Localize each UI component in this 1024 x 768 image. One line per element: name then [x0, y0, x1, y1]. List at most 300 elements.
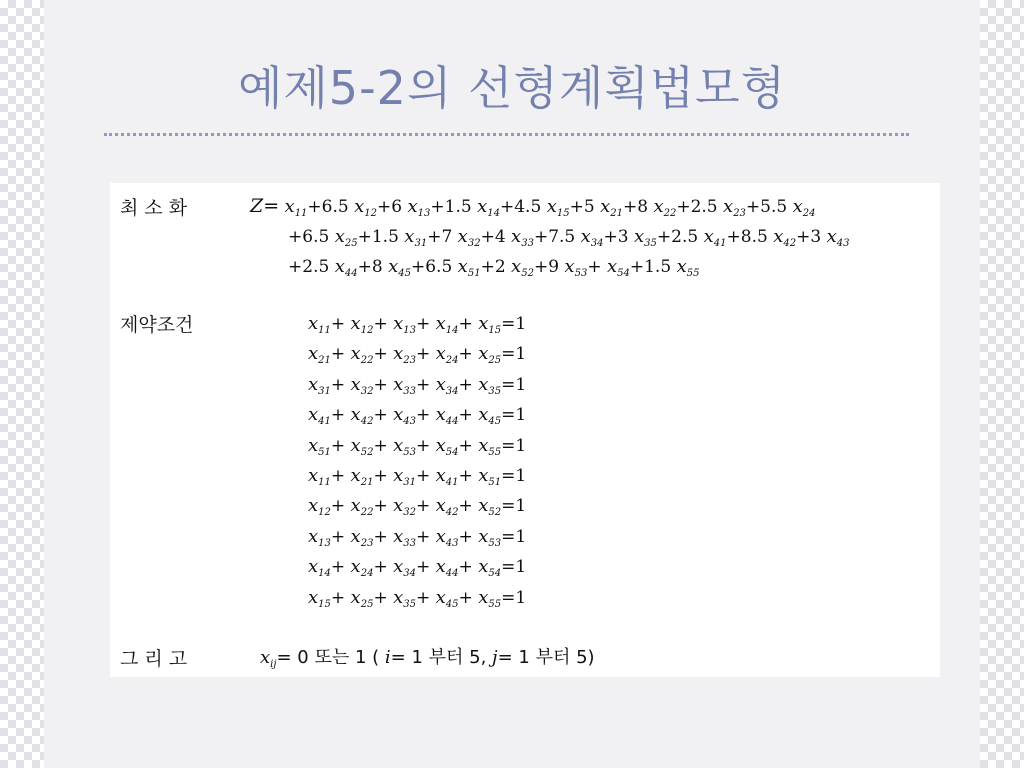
- plus-sign: +: [458, 526, 479, 547]
- plus-sign: +: [458, 374, 479, 395]
- plus-sign: +: [726, 227, 741, 247]
- variable-x25: $x_{25}$: [478, 343, 502, 367]
- constraint-rhs: 1: [515, 496, 527, 517]
- variable-x43: $x_{43}$: [826, 226, 850, 249]
- variable-x32: $x_{32}$: [393, 495, 416, 519]
- variable-x55: $x_{55}$: [676, 256, 700, 279]
- constraint-rhs: 1: [515, 587, 527, 608]
- objective-terms: [285, 197, 816, 217]
- plus-sign: +: [458, 496, 479, 517]
- variable-x33: $x_{33}$: [393, 373, 416, 397]
- equals-sign: =: [501, 314, 516, 334]
- plus-sign: +: [330, 374, 351, 395]
- variable-subscript: 54: [445, 446, 459, 458]
- variable-x53: $x_{53}$: [393, 434, 416, 458]
- constraint-rhs: 1: [515, 465, 527, 486]
- coefficient: 8.5: [740, 227, 768, 247]
- equals-sign: =: [501, 496, 516, 517]
- index-i: i: [384, 647, 391, 668]
- plus-sign: +: [415, 405, 436, 426]
- term-space: [541, 197, 546, 217]
- coefficient: 1.5: [644, 257, 672, 277]
- variable-x12: $x_{12}$: [354, 196, 378, 219]
- equals-sign: =: [501, 374, 516, 395]
- plus-sign: +: [458, 405, 479, 426]
- term-space: [698, 227, 703, 247]
- plus-sign: +: [415, 587, 436, 608]
- term-space: [329, 227, 334, 247]
- variable-x33: $x_{33}$: [393, 525, 416, 549]
- variable-subscript: 24: [360, 568, 374, 580]
- variable-subscript: 52: [521, 268, 534, 279]
- variable-x21: $x_{21}$: [308, 343, 331, 367]
- variable-subscript: 13: [318, 537, 331, 549]
- minimize-label: 최 소 화: [120, 197, 188, 219]
- plus-sign: +: [373, 405, 394, 426]
- variable-x13: $x_{13}$: [393, 313, 416, 336]
- variable-subscript: 45: [445, 598, 459, 610]
- z-symbol: Z=: [250, 195, 280, 217]
- i-range-text: = 1 부터 5,: [390, 647, 487, 668]
- plus-sign: +: [415, 314, 436, 334]
- variable-subscript: 21: [360, 476, 374, 488]
- variable-x51: $x_{51}$: [308, 434, 331, 458]
- variable-subscript: 44: [445, 416, 459, 428]
- coefficient: 2: [494, 257, 506, 277]
- variable-x32: $x_{32}$: [457, 226, 481, 249]
- variable-subscript: 13: [417, 208, 431, 219]
- plus-sign: +: [373, 374, 394, 395]
- variable-subscript: 44: [445, 568, 459, 580]
- plus-sign: +: [458, 557, 479, 578]
- variable-x42: $x_{42}$: [773, 226, 797, 249]
- term-space: [452, 227, 457, 247]
- variable-subscript: 12: [364, 208, 378, 219]
- variable-x24: $x_{24}$: [435, 343, 459, 367]
- plus-sign: +: [377, 197, 392, 217]
- variable-x25: $x_{25}$: [350, 586, 374, 610]
- variable-x45: $x_{45}$: [435, 586, 459, 610]
- plus-sign: +: [330, 496, 351, 517]
- variable-x43: $x_{43}$: [393, 404, 416, 428]
- plus-sign: +: [415, 374, 436, 395]
- plus-sign: +: [415, 435, 436, 456]
- variable-x11: $x_{11}$: [284, 196, 308, 219]
- variable-subscript: 21: [610, 208, 623, 219]
- plus-sign: +: [745, 197, 761, 217]
- variable-subscript: 35: [403, 598, 416, 610]
- x-ij-subscript: ij: [270, 659, 277, 670]
- coefficient: 1.5: [444, 197, 472, 217]
- coefficient: 8: [637, 197, 649, 217]
- plus-sign: +: [480, 227, 495, 247]
- plus-sign: +: [330, 405, 351, 426]
- plus-sign: +: [603, 227, 618, 247]
- variable-x44: $x_{44}$: [334, 256, 358, 279]
- plus-sign: +: [676, 197, 691, 217]
- variable-subscript: 42: [360, 416, 374, 428]
- variable-subscript: 53: [403, 446, 416, 458]
- plus-sign: +: [373, 526, 394, 547]
- variable-subscript: 55: [686, 268, 700, 279]
- variable-x14: $x_{14}$: [477, 196, 500, 219]
- plus-sign: +: [330, 526, 351, 547]
- coefficient: 5.5: [760, 197, 788, 217]
- variable-subscript: 41: [445, 476, 459, 488]
- variable-subscript: 34: [403, 568, 416, 580]
- variable-x41: $x_{41}$: [703, 226, 727, 249]
- variable-x15: $x_{15}$: [308, 586, 331, 610]
- variable-x22: $x_{22}$: [653, 196, 677, 219]
- variable-x45: $x_{45}$: [478, 404, 502, 428]
- variable-x12: $x_{12}$: [350, 313, 374, 336]
- binary-values-text: = 0 또는 1 (: [276, 647, 380, 668]
- constraint-row: [308, 403, 526, 433]
- equals-sign: =: [501, 526, 516, 547]
- variable-subscript: 25: [360, 598, 374, 610]
- coefficient: 1.5: [371, 227, 399, 247]
- plus-sign: +: [373, 587, 394, 608]
- plus-sign: +: [458, 435, 479, 456]
- constraint-rhs: 1: [515, 435, 527, 456]
- constraint-rhs: 1: [515, 314, 527, 334]
- variable-x23: $x_{23}$: [723, 196, 746, 219]
- constraint-rhs: 1: [515, 526, 527, 547]
- plus-sign: +: [373, 435, 394, 456]
- slide-title: 예제5-2의 선형계획법모형: [237, 61, 787, 115]
- variable-x31: $x_{31}$: [393, 464, 416, 488]
- plus-sign: +: [458, 344, 479, 365]
- variable-x25: $x_{25}$: [334, 226, 358, 249]
- variable-subscript: 11: [318, 325, 331, 336]
- variable-subscript: 44: [344, 268, 358, 279]
- variable-subscript: 32: [467, 238, 481, 249]
- equals-sign: =: [501, 587, 516, 608]
- coefficient: 6: [391, 197, 403, 217]
- constraint-row: [308, 494, 526, 524]
- variable-x54: $x_{54}$: [435, 434, 459, 458]
- plus-sign: +: [288, 227, 303, 247]
- variable-x44: $x_{44}$: [435, 404, 459, 428]
- plus-sign: +: [656, 227, 672, 247]
- plus-sign: +: [373, 496, 394, 517]
- variable-subscript: 55: [488, 598, 502, 610]
- variable-x35: $x_{35}$: [393, 586, 416, 610]
- plus-sign: +: [569, 197, 584, 217]
- variable-x24: $x_{24}$: [792, 196, 816, 219]
- variable-subscript: 33: [403, 385, 416, 397]
- variable-x34: $x_{34}$: [393, 556, 416, 580]
- plus-sign: +: [533, 257, 549, 277]
- variable-subscript: 12: [360, 325, 374, 336]
- variable-x52: $x_{52}$: [478, 495, 502, 519]
- variable-subscript: 22: [360, 507, 374, 519]
- plus-sign: +: [415, 344, 436, 365]
- variable-subscript: 43: [403, 416, 416, 428]
- j-range-text: = 1 부터 5): [497, 647, 595, 668]
- variable-x35: $x_{35}$: [478, 373, 502, 397]
- variable-subscript: 11: [318, 476, 331, 488]
- constraint-list: [308, 312, 526, 616]
- coefficient: 4.5: [514, 197, 542, 217]
- plus-sign: +: [330, 557, 351, 578]
- objective-terms: [288, 227, 849, 247]
- variable-subscript: 32: [403, 507, 416, 519]
- variable-subscript: 33: [403, 537, 416, 549]
- constraints-label: 제약조건: [120, 314, 194, 336]
- variable-x51: $x_{51}$: [457, 256, 481, 279]
- x-ij-variable: $x_{ij}$: [260, 647, 277, 670]
- variable-x45: $x_{45}$: [388, 256, 411, 279]
- constraint-row: [308, 555, 526, 585]
- variable-subscript: 15: [488, 325, 502, 336]
- variable-x42: $x_{42}$: [350, 404, 374, 428]
- variable-x14: $x_{14}$: [435, 313, 459, 336]
- plus-sign: +: [480, 257, 495, 277]
- variable-x52: $x_{52}$: [511, 256, 534, 279]
- coefficient: 7.5: [548, 227, 576, 247]
- variable-subscript: 31: [403, 476, 416, 488]
- constraint-row: [308, 342, 526, 372]
- variable-x43: $x_{43}$: [435, 525, 459, 549]
- lp-model-panel: [110, 183, 940, 677]
- constraint-rhs: 1: [515, 405, 527, 426]
- variable-subscript: 41: [713, 238, 727, 249]
- variable-x15: $x_{15}$: [478, 313, 502, 336]
- plus-sign: +: [415, 557, 436, 578]
- variable-subscript: 55: [488, 446, 502, 458]
- equals-sign: =: [501, 557, 516, 578]
- variable-subscript: 42: [783, 238, 797, 249]
- variable-subscript: 45: [488, 416, 502, 428]
- variable-subscript: 23: [360, 537, 374, 549]
- plus-sign: +: [499, 197, 515, 217]
- variable-x41: $x_{41}$: [435, 464, 459, 488]
- plus-sign: +: [415, 526, 436, 547]
- variable-x34: $x_{34}$: [435, 373, 459, 397]
- variable-x51: $x_{51}$: [478, 464, 502, 488]
- plus-sign: +: [458, 465, 479, 486]
- variable-subscript: 51: [467, 268, 481, 279]
- variable-x52: $x_{52}$: [350, 434, 374, 458]
- coefficient: 2.5: [671, 227, 699, 247]
- plus-sign: +: [427, 227, 442, 247]
- variable-x11: $x_{11}$: [308, 464, 331, 488]
- term-space: [575, 227, 580, 247]
- constraint-rhs: 1: [515, 557, 527, 578]
- variable-subscript: 41: [318, 416, 331, 428]
- plus-sign: +: [288, 257, 303, 277]
- plus-sign: +: [330, 314, 351, 334]
- variable-subscript: 12: [318, 507, 331, 519]
- term-space: [671, 257, 676, 277]
- variable-subscript: 15: [318, 598, 331, 610]
- variable-subscript: 52: [488, 507, 502, 519]
- term-space: [452, 257, 457, 277]
- variable-subscript: 51: [488, 476, 502, 488]
- plus-sign: +: [330, 344, 351, 365]
- variable-x53: $x_{53}$: [564, 256, 588, 279]
- equals-sign: =: [501, 465, 516, 486]
- variable-x21: $x_{21}$: [350, 464, 374, 488]
- variable-subscript: 43: [445, 537, 459, 549]
- equals-sign: =: [501, 344, 516, 365]
- index-j: j: [492, 647, 498, 668]
- variable-x21: $x_{21}$: [600, 196, 623, 219]
- variable-x54: $x_{54}$: [606, 256, 630, 279]
- variable-x31: $x_{31}$: [404, 226, 428, 249]
- plus-sign: +: [373, 314, 394, 334]
- term-space: [329, 257, 334, 277]
- variable-x11: $x_{11}$: [308, 313, 331, 336]
- equals-sign: =: [501, 405, 516, 426]
- variable-subscript: 31: [414, 238, 428, 249]
- coefficient: 6.5: [302, 227, 330, 247]
- plus-sign: +: [330, 435, 351, 456]
- variable-subscript: 34: [445, 385, 459, 397]
- binary-condition: [260, 643, 595, 670]
- plus-sign: +: [373, 465, 394, 486]
- equals-sign: =: [501, 435, 516, 456]
- objective-terms: [288, 257, 699, 277]
- plus-sign: +: [330, 587, 351, 608]
- variable-x44: $x_{44}$: [435, 556, 459, 580]
- variable-subscript: 54: [488, 568, 502, 580]
- term-space: [787, 197, 792, 217]
- variable-subscript: 14: [318, 568, 331, 580]
- constraint-row: [308, 434, 526, 464]
- constraint-row: [308, 525, 526, 555]
- plus-sign: +: [357, 257, 372, 277]
- variable-subscript: 22: [663, 208, 677, 219]
- variable-subscript: 23: [403, 355, 416, 367]
- variable-x55: $x_{55}$: [478, 586, 502, 610]
- objective-line-2: [288, 226, 849, 249]
- variable-x22: $x_{22}$: [350, 343, 374, 367]
- variable-subscript: 42: [445, 507, 459, 519]
- variable-subscript: 14: [445, 325, 459, 336]
- variable-subscript: 34: [590, 238, 604, 249]
- variable-subscript: 31: [318, 385, 331, 397]
- constraint-rhs: 1: [515, 344, 527, 365]
- variable-subscript: 14: [487, 208, 500, 219]
- plus-sign: +: [458, 314, 479, 334]
- variable-subscript: 35: [644, 238, 657, 249]
- variable-x14: $x_{14}$: [308, 556, 331, 580]
- variable-subscript: 53: [574, 268, 588, 279]
- plus-sign: +: [587, 257, 602, 277]
- variable-subscript: 23: [733, 208, 746, 219]
- variable-subscript: 33: [521, 238, 534, 249]
- constraint-row: [308, 586, 526, 616]
- plus-sign: +: [357, 227, 372, 247]
- variable-x31: $x_{31}$: [308, 373, 331, 397]
- variable-x54: $x_{54}$: [478, 556, 502, 580]
- variable-x15: $x_{15}$: [546, 196, 570, 219]
- coefficient: 6.5: [321, 197, 349, 217]
- objective-line-1: [250, 195, 816, 219]
- coefficient: 5: [583, 197, 595, 217]
- variable-x12: $x_{12}$: [308, 495, 331, 519]
- variable-subscript: 52: [360, 446, 374, 458]
- coefficient: 6.5: [425, 257, 453, 277]
- coefficient: 4: [494, 227, 506, 247]
- variable-x53: $x_{53}$: [478, 525, 502, 549]
- variable-x42: $x_{42}$: [435, 495, 459, 519]
- coefficient: 2.5: [302, 257, 330, 277]
- coefficient: 7: [441, 227, 453, 247]
- plus-sign: +: [330, 465, 351, 486]
- variable-x24: $x_{24}$: [350, 556, 374, 580]
- variable-x35: $x_{35}$: [634, 226, 657, 249]
- variable-subscript: 51: [318, 446, 331, 458]
- variable-x33: $x_{33}$: [511, 226, 534, 249]
- plus-sign: +: [430, 197, 445, 217]
- plus-sign: +: [373, 557, 394, 578]
- variable-subscript: 22: [360, 355, 374, 367]
- plus-sign: +: [622, 197, 638, 217]
- plus-sign: +: [458, 587, 479, 608]
- plus-sign: +: [533, 227, 549, 247]
- objective-line-3: [288, 256, 699, 279]
- variable-subscript: 45: [398, 268, 411, 279]
- coefficient: 9: [548, 257, 560, 277]
- coefficient: 3: [617, 227, 629, 247]
- variable-subscript: 43: [836, 238, 850, 249]
- and-label: 그 리 고: [120, 648, 188, 670]
- variable-x13: $x_{13}$: [407, 196, 431, 219]
- title-divider: [104, 133, 909, 136]
- variable-subscript: 25: [344, 238, 358, 249]
- coefficient: 2.5: [690, 197, 718, 217]
- constraint-row: [308, 373, 526, 403]
- variable-x23: $x_{23}$: [393, 343, 416, 367]
- variable-subscript: 24: [445, 355, 459, 367]
- variable-subscript: 11: [294, 208, 308, 219]
- plus-sign: +: [796, 227, 811, 247]
- variable-x32: $x_{32}$: [350, 373, 374, 397]
- term-space: [402, 197, 407, 217]
- variable-x13: $x_{13}$: [308, 525, 331, 549]
- constraint-rhs: 1: [515, 374, 527, 395]
- variable-subscript: 54: [617, 268, 630, 279]
- constraint-row: [308, 312, 526, 342]
- variable-subscript: 25: [488, 355, 502, 367]
- variable-x23: $x_{23}$: [350, 525, 374, 549]
- plus-sign: +: [410, 257, 426, 277]
- variable-subscript: 13: [403, 325, 416, 336]
- variable-x55: $x_{55}$: [478, 434, 502, 458]
- plus-sign: +: [629, 257, 645, 277]
- variable-x34: $x_{34}$: [580, 226, 604, 249]
- coefficient: 8: [371, 257, 383, 277]
- variable-subscript: 53: [488, 537, 502, 549]
- plus-sign: +: [415, 496, 436, 517]
- variable-x41: $x_{41}$: [308, 404, 331, 428]
- constraint-row: [308, 464, 526, 494]
- variable-subscript: 24: [802, 208, 816, 219]
- term-space: [821, 227, 826, 247]
- variable-subscript: 21: [318, 355, 331, 367]
- coefficient: 3: [810, 227, 822, 247]
- plus-sign: +: [415, 465, 436, 486]
- variable-subscript: 35: [488, 385, 502, 397]
- variable-subscript: 15: [556, 208, 570, 219]
- plus-sign: +: [373, 344, 394, 365]
- variable-x22: $x_{22}$: [350, 495, 374, 519]
- variable-subscript: 32: [360, 385, 374, 397]
- plus-sign: +: [307, 197, 322, 217]
